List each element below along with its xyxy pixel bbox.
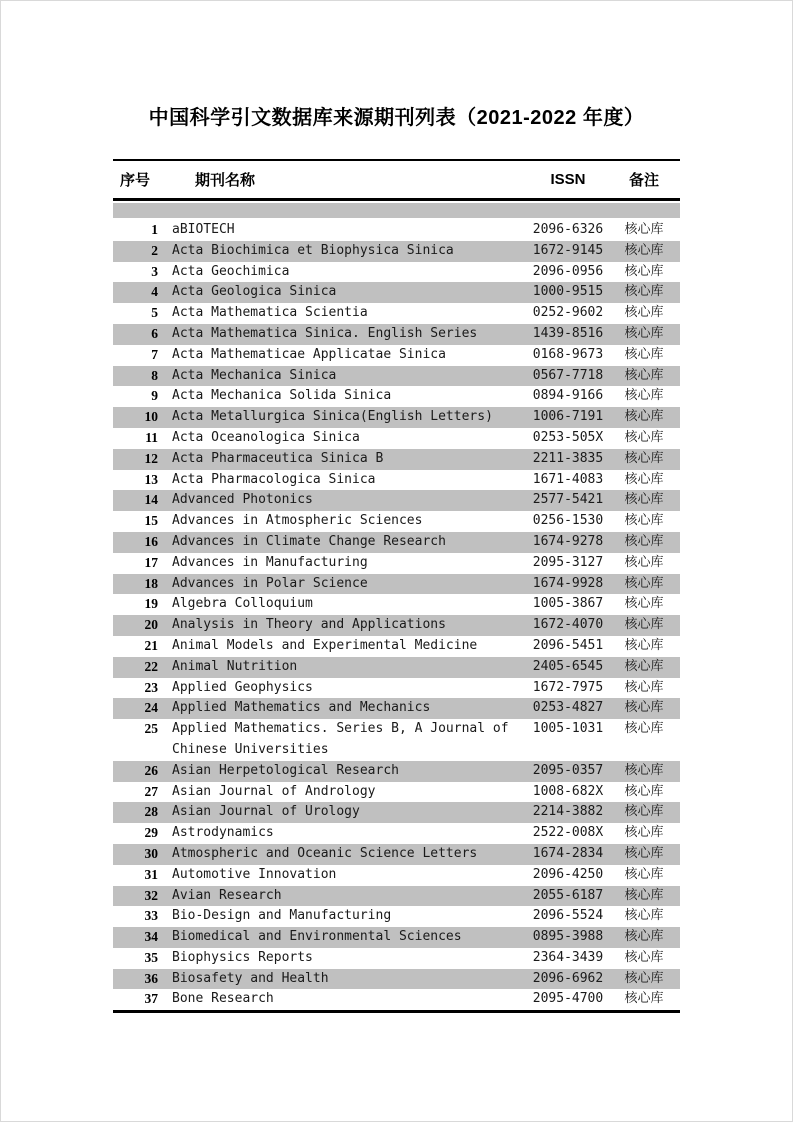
journal-issn: 2096-5451 — [532, 637, 604, 653]
col-header-issn: ISSN — [550, 171, 586, 188]
journal-issn: 2095-4700 — [532, 991, 604, 1007]
row-index: 4 — [151, 284, 158, 300]
table-row — [113, 823, 680, 844]
table-row — [113, 927, 680, 948]
journal-issn: 1674-9928 — [532, 575, 604, 591]
journal-name: Acta Pharmacologica Sinica — [172, 471, 376, 487]
journal-issn: 1439-8516 — [532, 325, 604, 341]
table-row — [113, 220, 680, 241]
table-row — [113, 969, 680, 990]
journal-issn: 2096-6326 — [532, 222, 604, 237]
journal-issn: 1671-4083 — [532, 471, 604, 487]
table-row — [113, 386, 680, 407]
row-index: 34 — [144, 929, 158, 945]
col-header-note: 备注 — [628, 172, 659, 189]
journal-name: aBIOTECH — [172, 222, 235, 237]
table-header-row — [113, 161, 680, 198]
journal-note: 核心库 — [624, 908, 664, 924]
journal-name: Asian Herpetological Research — [172, 762, 399, 778]
journal-name: Acta Mechanica Solida Sinica — [172, 388, 392, 404]
table-body — [113, 220, 680, 1010]
row-index: 19 — [144, 596, 158, 612]
journal-note: 核心库 — [624, 887, 664, 903]
journal-name: Acta Mathematica Sinica. English Series — [172, 325, 478, 341]
journal-name: Acta Biochimica et Biophysica Sinica — [172, 242, 454, 258]
col-header-journal-name: 期刊名称 — [195, 172, 256, 189]
journal-issn: 1005-1031 — [532, 721, 604, 737]
row-index: 11 — [145, 429, 158, 445]
journal-note: 核心库 — [624, 242, 664, 258]
journal-name: Biomedical and Environmental Sciences — [172, 929, 462, 945]
journal-issn: 2405-6545 — [532, 658, 604, 674]
spacer-row — [113, 203, 680, 218]
table-row — [113, 553, 680, 574]
table-row — [113, 324, 680, 345]
journal-issn: 1672-7975 — [532, 679, 604, 695]
row-index: 29 — [144, 825, 158, 841]
journal-name: Advances in Atmospheric Sciences — [172, 513, 423, 529]
row-index: 2 — [151, 242, 158, 258]
journal-note: 核心库 — [624, 700, 664, 716]
table-row — [113, 574, 680, 595]
table-row — [113, 303, 680, 324]
table-row — [113, 678, 680, 699]
journal-note: 核心库 — [624, 637, 664, 653]
row-index: 7 — [151, 346, 158, 362]
row-index: 5 — [151, 305, 158, 321]
journal-note: 核心库 — [624, 866, 664, 882]
journal-note: 核心库 — [624, 845, 664, 861]
journal-note: 核心库 — [624, 721, 664, 737]
journal-issn: 1005-3867 — [532, 596, 604, 612]
journal-name: Bone Research — [172, 991, 274, 1007]
journal-note: 核心库 — [624, 970, 664, 986]
journal-name: Acta Geochimica — [172, 263, 290, 279]
journal-note: 核心库 — [624, 679, 664, 695]
row-index: 16 — [144, 533, 158, 549]
journal-note: 核心库 — [624, 575, 664, 591]
table-row — [113, 844, 680, 865]
row-index: 36 — [144, 970, 158, 986]
journal-issn: 1006-7191 — [532, 409, 604, 425]
journal-name: Applied Mathematics and Mechanics — [172, 700, 431, 716]
journal-issn: 2095-3127 — [532, 554, 604, 570]
journal-note: 核心库 — [624, 783, 664, 799]
journal-issn: 1672-4070 — [532, 617, 604, 633]
table-row — [113, 989, 680, 1010]
journal-name: Avian Research — [172, 887, 282, 903]
journal-issn: 2364-3439 — [532, 949, 604, 965]
table-row — [113, 657, 680, 678]
journal-issn: 1000-9515 — [532, 284, 604, 300]
journal-name: Acta Geologica Sinica — [172, 284, 337, 300]
row-index: 30 — [144, 845, 158, 861]
table-row — [113, 470, 680, 491]
table-row — [113, 615, 680, 636]
table-row — [113, 802, 680, 823]
journal-note: 核心库 — [624, 929, 664, 945]
journal-note: 核心库 — [624, 825, 664, 841]
journal-note: 核心库 — [624, 492, 664, 508]
table-row — [113, 407, 680, 428]
journal-note: 核心库 — [624, 471, 664, 487]
journal-name: Analysis in Theory and Applications — [172, 617, 446, 633]
journal-name: Bio-Design and Manufacturing — [172, 908, 392, 924]
journal-name: Acta Mathematicae Applicatae Sinica — [172, 346, 446, 362]
row-index: 18 — [144, 575, 158, 591]
journal-name: Animal Models and Experimental Medicine — [172, 637, 478, 653]
journal-issn: 0256-1530 — [532, 513, 604, 529]
journal-name: Acta Pharmaceutica Sinica B — [172, 450, 384, 466]
journal-name: Astrodynamics — [172, 825, 274, 841]
table-row — [113, 262, 680, 283]
table-row — [113, 886, 680, 907]
journal-note: 核心库 — [624, 263, 664, 279]
row-index: 10 — [144, 409, 158, 425]
journal-name: Asian Journal of Andrology — [172, 783, 376, 799]
journal-name: Acta Oceanologica Sinica — [172, 429, 360, 445]
journal-note: 核心库 — [624, 596, 664, 612]
journal-issn: 1674-9278 — [532, 533, 604, 549]
row-index: 35 — [144, 949, 158, 965]
row-index: 15 — [144, 513, 158, 529]
journal-note: 核心库 — [624, 284, 664, 300]
journal-name: Advances in Climate Change Research — [172, 533, 446, 549]
journal-issn: 2055-6187 — [532, 887, 604, 903]
row-index: 31 — [144, 866, 158, 882]
table-row — [113, 782, 680, 803]
journal-note: 核心库 — [624, 804, 664, 820]
table-row — [113, 698, 680, 719]
journal-note: 核心库 — [624, 367, 664, 383]
table-row — [113, 636, 680, 657]
row-index: 28 — [144, 804, 158, 820]
journal-issn: 0567-7718 — [532, 367, 604, 383]
journal-name: Algebra Colloquium — [172, 596, 313, 612]
row-index: 12 — [144, 450, 158, 466]
journal-name: Asian Journal of Urology — [172, 804, 360, 820]
journal-name: Atmospheric and Oceanic Science Letters — [172, 845, 478, 861]
journal-issn: 1008-682X — [532, 783, 604, 799]
table-row — [113, 865, 680, 886]
journal-issn: 0894-9166 — [532, 388, 604, 404]
row-index: 3 — [151, 263, 158, 279]
journal-issn: 2095-0357 — [532, 762, 604, 778]
journal-note: 核心库 — [624, 762, 664, 778]
table-row — [113, 366, 680, 387]
journal-note: 核心库 — [624, 409, 664, 425]
journal-note: 核心库 — [624, 222, 664, 237]
journal-note: 核心库 — [624, 429, 664, 445]
table-row — [113, 511, 680, 532]
journal-name: Acta Mechanica Sinica — [172, 367, 337, 383]
journal-note: 核心库 — [624, 991, 664, 1007]
journal-issn: 0168-9673 — [532, 346, 604, 362]
row-index: 20 — [144, 617, 158, 633]
journal-issn: 2096-5524 — [532, 908, 604, 924]
journal-name: Animal Nutrition — [172, 658, 298, 674]
table-header-rule — [113, 198, 680, 201]
journal-note: 核心库 — [624, 533, 664, 549]
journal-note: 核心库 — [624, 658, 664, 674]
journal-name: Biosafety and Health — [172, 970, 329, 986]
journal-note: 核心库 — [624, 325, 664, 341]
row-index: 25 — [144, 721, 158, 737]
row-index: 32 — [144, 887, 158, 903]
row-index: 37 — [144, 991, 158, 1007]
journal-issn: 2096-4250 — [532, 866, 604, 882]
row-index: 26 — [144, 762, 158, 778]
row-index: 22 — [144, 658, 158, 674]
row-index: 13 — [144, 471, 158, 487]
row-index: 27 — [144, 783, 158, 799]
journal-issn: 2096-0956 — [532, 263, 604, 279]
journal-name: Biophysics Reports — [172, 949, 313, 965]
table-row — [113, 532, 680, 553]
row-index: 33 — [144, 908, 158, 924]
journal-name: Advances in Manufacturing — [172, 554, 368, 570]
journal-issn: 2522-008X — [532, 825, 604, 841]
journal-issn: 0895-3988 — [532, 929, 604, 945]
row-index: 21 — [144, 637, 158, 653]
row-index: 1 — [151, 222, 158, 237]
journal-issn: 0253-505X — [532, 429, 604, 445]
row-index: 8 — [151, 367, 158, 383]
table-row — [113, 428, 680, 449]
row-index: 24 — [144, 700, 158, 716]
row-index: 9 — [151, 388, 158, 404]
col-header-index: 序号 — [120, 172, 151, 189]
journal-issn: 2214-3882 — [532, 804, 604, 820]
table-row — [113, 282, 680, 303]
journal-note: 核心库 — [624, 554, 664, 570]
row-index: 17 — [144, 554, 158, 570]
journal-note: 核心库 — [624, 617, 664, 633]
table-row — [113, 906, 680, 927]
journal-name: Applied Mathematics. Series B, A Journal of Chinese Universities — [172, 721, 509, 757]
journal-note: 核心库 — [624, 346, 664, 362]
table-bottom-rule — [113, 1010, 680, 1013]
journal-issn: 0252-9602 — [532, 305, 604, 321]
journal-issn: 0253-4827 — [532, 700, 604, 716]
row-index: 14 — [144, 492, 158, 508]
journal-name: Advances in Polar Science — [172, 575, 368, 591]
row-index: 23 — [144, 679, 158, 695]
page-title: 中国科学引文数据库来源期刊列表（2021-2022 年度） — [148, 107, 645, 129]
table-row — [113, 241, 680, 262]
journal-note: 核心库 — [624, 450, 664, 466]
journal-note: 核心库 — [624, 513, 664, 529]
journal-issn: 2577-5421 — [532, 492, 604, 508]
journal-issn: 1674-2834 — [532, 845, 604, 861]
journal-name: Advanced Photonics — [172, 492, 313, 508]
journal-name: Applied Geophysics — [172, 679, 313, 695]
journal-table — [113, 159, 680, 1013]
journal-issn: 2211-3835 — [532, 450, 604, 466]
journal-note: 核心库 — [624, 305, 664, 321]
journal-note: 核心库 — [624, 388, 664, 404]
table-row — [113, 345, 680, 366]
table-row — [113, 594, 680, 615]
table-row — [113, 490, 680, 511]
table-row — [113, 948, 680, 969]
table-row — [113, 449, 680, 470]
table-row — [113, 719, 680, 761]
journal-name: Acta Metallurgica Sinica(English Letters) — [172, 409, 493, 425]
journal-issn: 2096-6962 — [532, 970, 604, 986]
journal-name: Automotive Innovation — [172, 866, 337, 882]
journal-issn: 1672-9145 — [532, 242, 604, 258]
journal-name: Acta Mathematica Scientia — [172, 305, 368, 321]
row-index: 6 — [151, 325, 158, 341]
table-row — [113, 761, 680, 782]
journal-note: 核心库 — [624, 949, 664, 965]
